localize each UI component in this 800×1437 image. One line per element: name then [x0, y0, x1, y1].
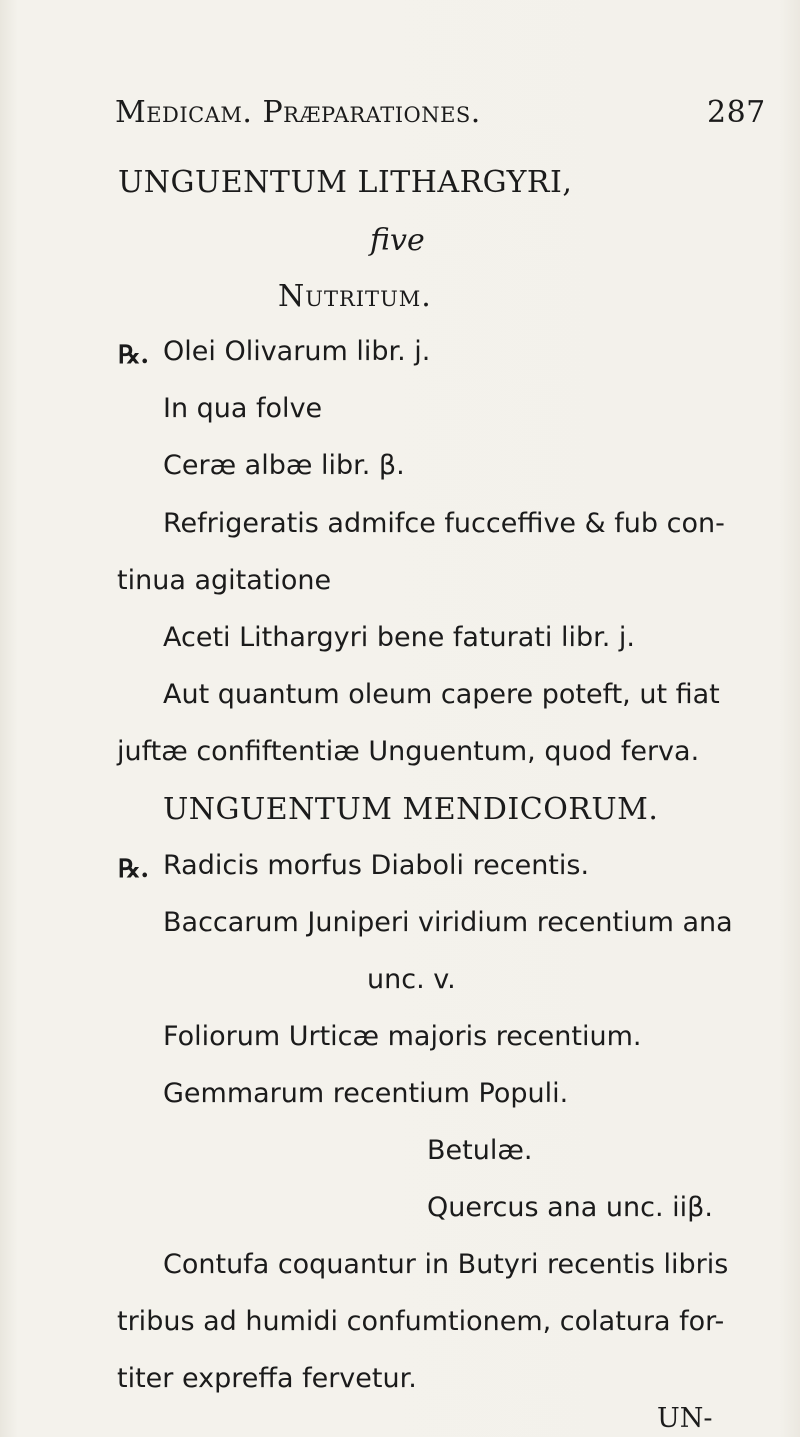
text-line: tinua agitatione: [117, 565, 332, 596]
section-subtitle-five: five: [370, 223, 425, 258]
text-line: Betulæ.: [427, 1135, 533, 1166]
section-title-lithargyri: UNGUENTUM LITHARGYRI,: [118, 165, 573, 200]
running-title: Medicam. Præparationes.: [115, 95, 481, 130]
text-line: unc. v.: [367, 964, 456, 995]
text-line: Ceræ albæ libr. β.: [163, 450, 405, 481]
text-line: juftæ confiftentiæ Unguentum, quod ferva.: [117, 736, 700, 767]
recipe-symbol: ℞.: [118, 340, 150, 369]
section-subtitle-nutritum: Nutritum.: [278, 279, 432, 314]
text-line: tribus ad humidi confumtionem, colatura for-: [117, 1306, 725, 1337]
text-line: Refrigeratis admifce fucceffive & fub con-: [163, 508, 725, 539]
section-title-mendicorum: UNGUENTUM MENDICORUM.: [163, 792, 659, 827]
text-line: Contufa coquantur in Butyri recentis libris: [163, 1249, 729, 1280]
running-header: [115, 95, 766, 130]
text-line: Radicis morfus Diaboli recentis.: [163, 850, 590, 881]
text-line: Foliorum Urticæ majoris recentium.: [163, 1021, 642, 1052]
text-line: Gemmarum recentium Populi.: [163, 1078, 569, 1109]
catchword: UN-: [657, 1403, 713, 1434]
text-line: Olei Olivarum libr. j.: [163, 336, 431, 367]
text-line: Quercus ana unc. iiβ.: [427, 1192, 713, 1223]
page-number: 287: [707, 95, 766, 130]
text-line: Aceti Lithargyri bene faturati libr. j.: [163, 622, 635, 653]
recipe-symbol: ℞.: [118, 854, 150, 883]
text-line: Baccarum Juniperi viridium recentium ana: [163, 907, 733, 938]
text-line: titer expreffa fervetur.: [117, 1363, 417, 1394]
text-line: In qua folve: [163, 393, 323, 424]
text-line: Aut quantum oleum capere poteft, ut fiat: [163, 679, 720, 710]
